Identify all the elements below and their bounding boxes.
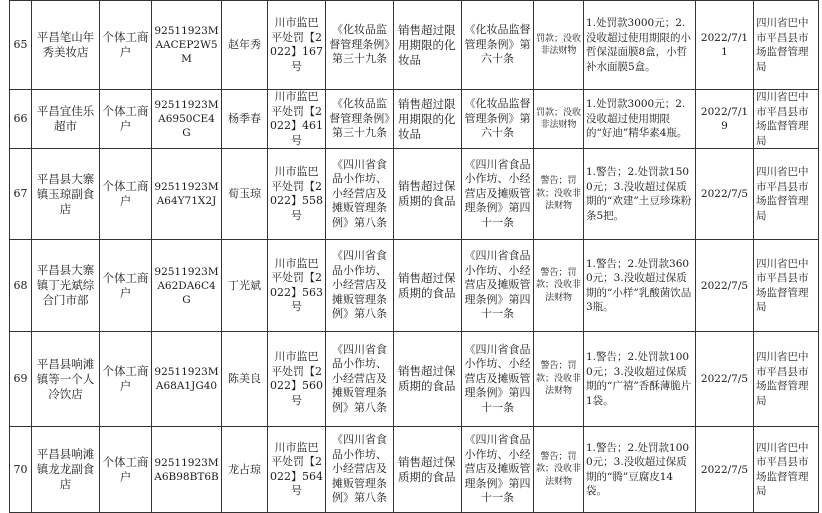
entity-type: 个体工商户 (100, 90, 152, 149)
entity-type: 个体工商户 (100, 427, 152, 513)
penalty-date: 2022/7/5 (696, 427, 754, 513)
business-name: 平昌县大寨镇玉琼副食店 (32, 149, 100, 240)
penalty-type: 警告；罚款；没收非法财物 (534, 332, 584, 427)
entity-type: 个体工商户 (100, 1, 152, 90)
violation-basis: 《四川省食品小作坊、小经营店及摊贩管理条例》第八条 (326, 149, 394, 240)
violation-description: 销售超过保质期的食品 (394, 427, 462, 513)
enforcement-agency: 四川省巴中市平昌县市场监督管理局 (754, 149, 819, 240)
violation-basis: 《四川省食品小作坊、小经营店及摊贩管理条例》第八条 (326, 332, 394, 427)
legal-representative: 杨季春 (222, 90, 268, 149)
penalty-result: 1.警告；2.处罚款1000元；3.没收超过保质期的“广禧”香酥薄脆片1袋。 (584, 332, 696, 427)
business-name: 平昌县响滩镇等一个人冷饮店 (32, 332, 100, 427)
penalty-type: 警告；罚款；没收非法财物 (534, 149, 584, 240)
penalty-table (9, 0, 819, 513)
table-row (10, 427, 819, 513)
credit-code: 92511923MAACEP2W5M (152, 1, 222, 90)
enforcement-agency: 四川省巴中市平昌县市场监督管理局 (754, 427, 819, 513)
violation-description: 销售超过保质期的食品 (394, 240, 462, 332)
penalty-document-number: 川市监巴平处罚【2022】563号 (268, 240, 326, 332)
credit-code: 92511923MA6950CE4G (152, 90, 222, 149)
penalty-document-number: 川市监巴平处罚【2022】564号 (268, 427, 326, 513)
violation-basis: 《化妆品监督管理条例》第三十九条 (326, 90, 394, 149)
credit-code: 92511923MA62DA6C4G (152, 240, 222, 332)
violation-basis: 《四川省食品小作坊、小经营店及摊贩管理条例》第八条 (326, 427, 394, 513)
penalty-document-number: 川市监巴平处罚【2022】560号 (268, 332, 326, 427)
penalty-document-number: 川市监巴平处罚【2022】167号 (268, 1, 326, 90)
enforcement-agency: 四川省巴中市平昌县市场监督管理局 (754, 240, 819, 332)
legal-representative: 荀玉琼 (222, 149, 268, 240)
entity-type: 个体工商户 (100, 240, 152, 332)
penalty-date: 2022/7/5 (696, 332, 754, 427)
row-number: 68 (10, 240, 32, 332)
penalty-date: 2022/7/5 (696, 149, 754, 240)
entity-type: 个体工商户 (100, 149, 152, 240)
violation-description: 销售超过限用期限的化妆品 (394, 90, 462, 149)
legal-representative: 丁光斌 (222, 240, 268, 332)
credit-code: 92511923MA64Y71X2J (152, 149, 222, 240)
legal-representative: 赵年秀 (222, 1, 268, 90)
violation-description: 销售超过保质期的食品 (394, 149, 462, 240)
row-number: 65 (10, 1, 32, 90)
penalty-result: 1.警告；2.处罚款3600元；3.没收超过保质期的“小样”乳酸菌饮品3瓶。 (584, 240, 696, 332)
row-number: 70 (10, 427, 32, 513)
violation-description: 销售超过保质期的食品 (394, 332, 462, 427)
penalty-date: 2022/7/5 (696, 240, 754, 332)
penalty-result: 1.处罚款3000元；2.没收超过使用期限的小哲保湿面膜8盒，小哲补水面膜5盒。 (584, 1, 696, 90)
penalty-date: 2022/7/19 (696, 90, 754, 149)
penalty-legal-basis: 《四川省食品小作坊、小经营店及摊贩管理条例》第四十一条 (462, 332, 534, 427)
row-number: 67 (10, 149, 32, 240)
business-name: 平昌笔山年秀美妆店 (32, 1, 100, 90)
business-name: 平昌县大寨镇丁光斌综合门市部 (32, 240, 100, 332)
legal-representative: 龙占琼 (222, 427, 268, 513)
penalty-type: 警告；罚款；没收非法财物 (534, 240, 584, 332)
table-body (10, 1, 819, 513)
penalty-type: 警告；罚款；没收非法财物 (534, 427, 584, 513)
violation-description: 销售超过限用期限的化妆品 (394, 1, 462, 90)
enforcement-agency: 四川省巴中市平昌县市场监督管理局 (754, 332, 819, 427)
penalty-legal-basis: 《化妆品监督管理条例》第六十条 (462, 1, 534, 90)
penalty-legal-basis: 《四川省食品小作坊、小经营店及摊贩管理条例》第四十一条 (462, 149, 534, 240)
penalty-document-number: 川市监巴平处罚【2022】461号 (268, 90, 326, 149)
enforcement-agency: 四川省巴中市平昌县市场监督管理局 (754, 1, 819, 90)
violation-basis: 《四川省食品小作坊、小经营店及摊贩管理条例》第八条 (326, 240, 394, 332)
table-row (10, 332, 819, 427)
credit-code: 92511923MA68A1JG40 (152, 332, 222, 427)
violation-basis: 《化妆品监督管理条例》第三十九条 (326, 1, 394, 90)
business-name: 平昌县响滩镇龙龙副食店 (32, 427, 100, 513)
penalty-type: 罚款；没收非法财物 (534, 90, 584, 149)
penalty-type: 罚款；没收非法财物 (534, 1, 584, 90)
penalty-result: 1.处罚款3000元；2.没收超过使用期限的“好迪”精华素4瓶。 (584, 90, 696, 149)
table-row (10, 1, 819, 90)
penalty-result: 1.警告；2.处罚款1000元；3.没收超过保质期的“腾”豆腐皮14袋。 (584, 427, 696, 513)
legal-representative: 陈美良 (222, 332, 268, 427)
table-row (10, 149, 819, 240)
credit-code: 92511923MA6B98BT6B (152, 427, 222, 513)
penalty-legal-basis: 《四川省食品小作坊、小经营店及摊贩管理条例》第四十一条 (462, 240, 534, 332)
business-name: 平昌宜佳乐超市 (32, 90, 100, 149)
penalty-document-number: 川市监巴平处罚【2022】558号 (268, 149, 326, 240)
entity-type: 个体工商户 (100, 332, 152, 427)
penalty-date: 2022/7/11 (696, 1, 754, 90)
row-number: 66 (10, 90, 32, 149)
penalty-result: 1.警告；2.处罚款1500元；3.没收超过保质期的“欢建”土豆珍珠粉条5把。 (584, 149, 696, 240)
table-row (10, 240, 819, 332)
penalty-legal-basis: 《四川省食品小作坊、小经营店及摊贩管理条例》第四十一条 (462, 427, 534, 513)
penalty-legal-basis: 《化妆品监督管理条例》第六十条 (462, 90, 534, 149)
table-row (10, 90, 819, 149)
row-number: 69 (10, 332, 32, 427)
enforcement-agency: 四川省巴中市平昌县市场监督管理局 (754, 90, 819, 149)
